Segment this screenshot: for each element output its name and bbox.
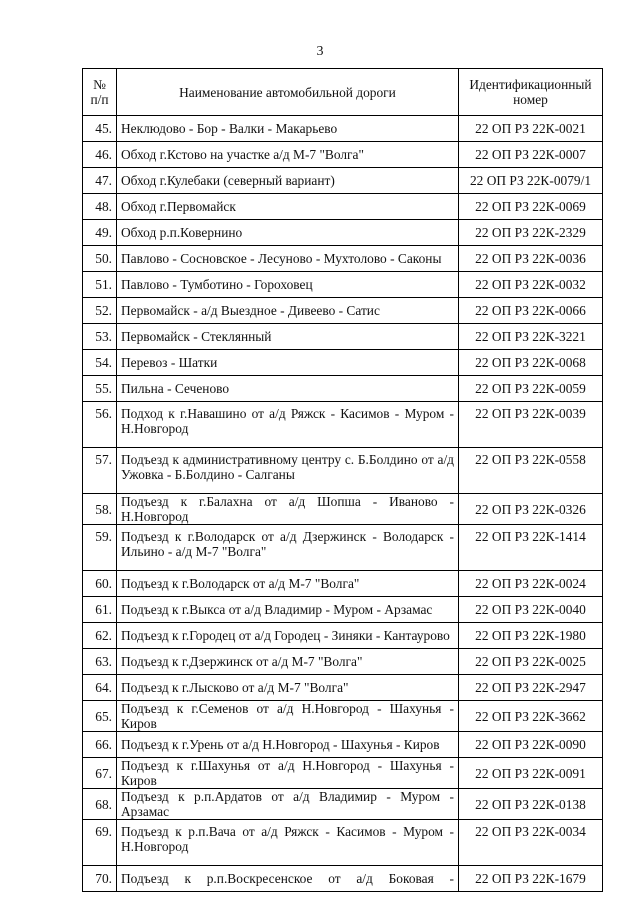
road-name: Подъезд к г.Володарск от а/д М-7 "Волга" [117,571,459,597]
road-name: Первомайск - а/д Выездное - Дивеево - Сатис [117,298,459,324]
road-id: 22 ОП РЗ 22К-0558 [459,448,603,494]
table-row [83,324,603,350]
table-row [83,732,603,758]
road-name: Пильна - Сеченово [117,376,459,402]
table-row [83,571,603,597]
road-name: Подъезд к г.Лысково от а/д М-7 "Волга" [117,675,459,701]
road-id: 22 ОП РЗ 22К-1980 [459,623,603,649]
header-number: № п/п [83,69,117,116]
table-row [83,220,603,246]
row-number: 70. [83,866,117,892]
road-name: Павлово - Сосновское - Лесуново - Мухтолово - Саконы [117,246,459,272]
road-name: Обход г.Кстово на участке а/д М-7 "Волга" [117,142,459,168]
road-id: 22 ОП РЗ 22К-0069 [459,194,603,220]
row-number: 45. [83,116,117,142]
road-name: Первомайск - Стеклянный [117,324,459,350]
table-row [83,142,603,168]
table-row [83,597,603,623]
road-id: 22 ОП РЗ 22К-0066 [459,298,603,324]
row-number: 62. [83,623,117,649]
row-number: 48. [83,194,117,220]
road-id: 22 ОП РЗ 22К-0036 [459,246,603,272]
road-name: Подъезд к г.Городец от а/д Городец - Зиняки - Кантаурово [117,623,459,649]
road-id: 22 ОП РЗ 22К-3221 [459,324,603,350]
row-number: 69. [83,820,117,866]
road-id: 22 ОП РЗ 22К-0091 [459,758,603,789]
road-id: 22 ОП РЗ 22К-0034 [459,820,603,866]
row-number: 54. [83,350,117,376]
road-id: 22 ОП РЗ 22К-0138 [459,789,603,820]
table-row [83,866,603,892]
table-row [83,272,603,298]
road-name: Обход р.п.Ковернино [117,220,459,246]
road-name: Подъезд к р.п.Воскресенское от а/д Боковая - [117,866,459,892]
table-row [83,402,603,448]
row-number: 66. [83,732,117,758]
road-name: Подъезд к р.п.Вача от а/д Ряжск - Касимов - Муром - Н.Новгород [117,820,459,866]
table-row [83,675,603,701]
road-id: 22 ОП РЗ 22К-1414 [459,525,603,571]
row-number: 50. [83,246,117,272]
road-name: Неклюдово - Бор - Валки - Макарьево [117,116,459,142]
row-number: 65. [83,701,117,732]
row-number: 49. [83,220,117,246]
table-row [83,623,603,649]
road-id: 22 ОП РЗ 22К-0068 [459,350,603,376]
table-header-row [83,69,603,116]
road-name: Подъезд к административному центру с. Б.Болдино от а/д Ужовка - Б.Болдино - Салганы [117,448,459,494]
row-number: 64. [83,675,117,701]
row-number: 57. [83,448,117,494]
roads-table [82,68,603,892]
table-row [83,168,603,194]
road-name: Подъезд к г.Балахна от а/д Шопша - Иваново - Н.Новгород [117,494,459,525]
table-row [83,448,603,494]
road-id: 22 ОП РЗ 22К-0040 [459,597,603,623]
row-number: 59. [83,525,117,571]
road-name: Подход к г.Навашино от а/д Ряжск - Касимов - Муром - Н.Новгород [117,402,459,448]
road-id: 22 ОП РЗ 22К-0079/1 [459,168,603,194]
table-row [83,116,603,142]
road-name: Обход г.Первомайск [117,194,459,220]
page-number: 3 [316,44,324,59]
road-id: 22 ОП РЗ 22К-0032 [459,272,603,298]
row-number: 61. [83,597,117,623]
row-number: 46. [83,142,117,168]
row-number: 68. [83,789,117,820]
road-name: Подъезд к г.Дзержинск от а/д М-7 "Волга" [117,649,459,675]
row-number: 55. [83,376,117,402]
row-number: 56. [83,402,117,448]
road-id: 22 ОП РЗ 22К-2947 [459,675,603,701]
row-number: 53. [83,324,117,350]
road-id: 22 ОП РЗ 22К-0007 [459,142,603,168]
road-name: Подъезд к г.Урень от а/д Н.Новгород - Шахунья - Киров [117,732,459,758]
table-row [83,494,603,525]
table-row [83,298,603,324]
table-row [83,789,603,820]
road-name: Павлово - Тумботино - Гороховец [117,272,459,298]
road-id: 22 ОП РЗ 22К-0059 [459,376,603,402]
road-name: Обход г.Кулебаки (северный вариант) [117,168,459,194]
road-name: Подъезд к г.Выкса от а/д Владимир - Муром - Арзамас [117,597,459,623]
table-row [83,376,603,402]
table-row [83,246,603,272]
road-id: 22 ОП РЗ 22К-1679 [459,866,603,892]
road-name: Подъезд к г.Шахунья от а/д Н.Новгород - Шахунья - Киров [117,758,459,789]
road-id: 22 ОП РЗ 22К-0021 [459,116,603,142]
road-name: Перевоз - Шатки [117,350,459,376]
row-number: 60. [83,571,117,597]
table-row [83,820,603,866]
table-row [83,758,603,789]
table-row [83,525,603,571]
road-id: 22 ОП РЗ 22К-0024 [459,571,603,597]
header-road-name: Наименование автомобильной дороги [117,69,459,116]
row-number: 52. [83,298,117,324]
road-id: 22 ОП РЗ 22К-0025 [459,649,603,675]
row-number: 67. [83,758,117,789]
road-id: 22 ОП РЗ 22К-0090 [459,732,603,758]
road-id: 22 ОП РЗ 22К-2329 [459,220,603,246]
road-name: Подъезд к р.п.Ардатов от а/д Владимир - Муром - Арзамас [117,789,459,820]
row-number: 51. [83,272,117,298]
header-id-number: Идентификационный номер [459,69,603,116]
table-row [83,649,603,675]
row-number: 63. [83,649,117,675]
road-name: Подъезд к г.Володарск от а/д Дзержинск - Володарск - Ильино - а/д М-7 "Волга" [117,525,459,571]
row-number: 58. [83,494,117,525]
table-row [83,701,603,732]
row-number: 47. [83,168,117,194]
table-row [83,350,603,376]
road-id: 22 ОП РЗ 22К-3662 [459,701,603,732]
road-name: Подъезд к г.Семенов от а/д Н.Новгород - Шахунья - Киров [117,701,459,732]
road-id: 22 ОП РЗ 22К-0326 [459,494,603,525]
table-row [83,194,603,220]
road-id: 22 ОП РЗ 22К-0039 [459,402,603,448]
